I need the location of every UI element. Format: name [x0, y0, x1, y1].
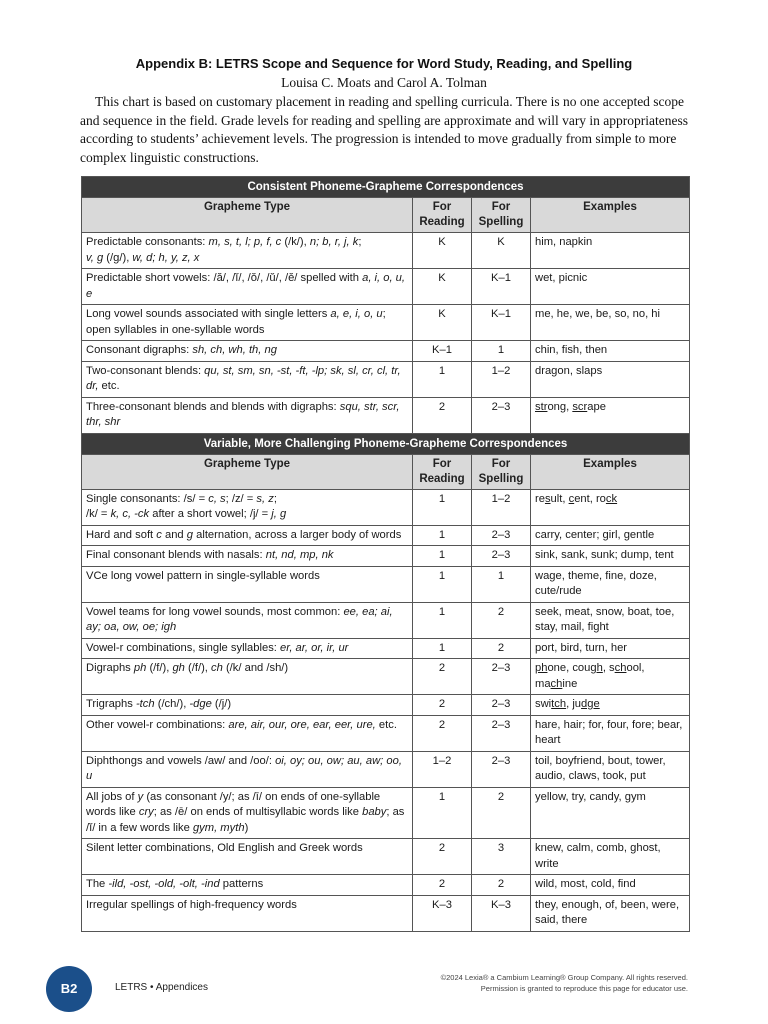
grapheme-type-cell: Single consonants: /s/ = c, s; /z/ = s, z; /k/ = k, c, -ck after a short vowel; /j/ = j, g — [82, 489, 413, 525]
table-row — [82, 751, 690, 787]
grapheme-type-cell: Irregular spellings of high-frequency words — [82, 895, 413, 931]
reading-grade-cell: K — [413, 269, 472, 305]
examples-cell: carry, center; girl, gentle — [531, 525, 690, 546]
section-title: Variable, More Challenging Phoneme-Grapheme Correspondences — [82, 433, 690, 454]
spelling-grade-cell: 2 — [472, 602, 531, 638]
table-row — [82, 659, 690, 695]
table-row — [82, 715, 690, 751]
spelling-grade-cell: 2–3 — [472, 397, 531, 433]
spelling-grade-cell: 2–3 — [472, 546, 531, 567]
table-row — [82, 489, 690, 525]
reading-grade-cell: 2 — [413, 695, 472, 716]
examples-cell: strong, scrape — [531, 397, 690, 433]
reading-grade-cell: K — [413, 233, 472, 269]
spelling-grade-cell: 1–2 — [472, 361, 531, 397]
reading-grade-cell: K–3 — [413, 895, 472, 931]
column-header-examples: Examples — [531, 454, 690, 489]
footer-label: LETRS • Appendices — [115, 982, 208, 993]
grapheme-type-cell: Other vowel-r combinations: are, air, our, ore, ear, eer, ure, etc. — [82, 715, 413, 751]
authors: Louisa C. Moats and Carol A. Tolman — [281, 75, 487, 90]
table-row — [82, 787, 690, 839]
table-row — [82, 566, 690, 602]
grapheme-type-cell: Silent letter combinations, Old English and Greek words — [82, 839, 413, 875]
spelling-grade-cell: 2–3 — [472, 525, 531, 546]
table-row — [82, 895, 690, 931]
examples-cell: hare, hair; for, four, fore; bear, heart — [531, 715, 690, 751]
table-row — [82, 602, 690, 638]
examples-cell: him, napkin — [531, 233, 690, 269]
spelling-grade-cell: 2–3 — [472, 659, 531, 695]
grapheme-type-cell: Vowel teams for long vowel sounds, most common: ee, ea; ai, ay; oa, ow, oe; igh — [82, 602, 413, 638]
grapheme-type-cell: Predictable consonants: m, s, t, l; p, f, c (/k/), n; b, r, j, k; v, g (/g/), w, d; h, y, z, x — [82, 233, 413, 269]
table-row — [82, 546, 690, 567]
spelling-grade-cell: K–3 — [472, 895, 531, 931]
reading-grade-cell: 1 — [413, 787, 472, 839]
spelling-grade-cell: 2 — [472, 638, 531, 659]
reading-grade-cell: 1 — [413, 566, 472, 602]
column-header-grapheme-type: Grapheme Type — [82, 198, 413, 233]
spelling-grade-cell: 3 — [472, 839, 531, 875]
footer-copyright — [380, 973, 688, 994]
table-row — [82, 269, 690, 305]
spelling-grade-cell: 2–3 — [472, 751, 531, 787]
grapheme-type-cell: Long vowel sounds associated with single letters a, e, i, o, u; open syllables in one-syllable words — [82, 305, 413, 341]
grapheme-type-cell: VCe long vowel pattern in single-syllable words — [82, 566, 413, 602]
grapheme-type-cell: Consonant digraphs: sh, ch, wh, th, ng — [82, 341, 413, 362]
table-row — [82, 839, 690, 875]
reading-grade-cell: 1 — [413, 602, 472, 638]
table-row — [82, 525, 690, 546]
column-header-for-reading: For Reading — [413, 454, 472, 489]
page-title: Appendix B: LETRS Scope and Sequence for Word Study, Reading, and Spelling — [135, 56, 633, 71]
column-header-for-spelling: For Spelling — [472, 198, 531, 233]
examples-cell: knew, calm, comb, ghost, write — [531, 839, 690, 875]
examples-cell: sink, sank, sunk; dump, tent — [531, 546, 690, 567]
column-header-for-spelling: For Spelling — [472, 454, 531, 489]
column-header-grapheme-type: Grapheme Type — [82, 454, 413, 489]
examples-cell: chin, fish, then — [531, 341, 690, 362]
grapheme-type-cell: Two-consonant blends: qu, st, sm, sn, -st, -ft, -lp; sk, sl, cr, cl, tr, dr, etc. — [82, 361, 413, 397]
spelling-grade-cell: 2–3 — [472, 715, 531, 751]
table-row — [82, 305, 690, 341]
section-header-row — [82, 433, 690, 454]
column-header-examples: Examples — [531, 198, 690, 233]
intro-paragraph: This chart is based on customary placement in reading and spelling curricula. There is no one accepted scope and sequence in the field. Grade levels for reading and spelling are approximate and will vary in appropriateness according to students’ achievement levels. The progression is intended to move gradually from simple to more complex linguistic constructions. — [80, 94, 689, 165]
grapheme-type-cell: Trigraphs -tch (/ch/), -dge (/j/) — [82, 695, 413, 716]
examples-cell: wild, most, cold, find — [531, 875, 690, 896]
reading-grade-cell: 1–2 — [413, 751, 472, 787]
examples-cell: result, cent, rock — [531, 489, 690, 525]
table-row — [82, 361, 690, 397]
scope-sequence-table — [81, 176, 690, 932]
reading-grade-cell: K–1 — [413, 341, 472, 362]
permission-line: Permission is granted to reproduce this page for educator use. — [480, 983, 688, 993]
reading-grade-cell: 1 — [413, 525, 472, 546]
reading-grade-cell: 2 — [413, 397, 472, 433]
spelling-grade-cell: 1 — [472, 341, 531, 362]
grapheme-type-cell: Three-consonant blends and blends with digraphs: squ, str, scr, thr, shr — [82, 397, 413, 433]
column-header-for-reading: For Reading — [413, 198, 472, 233]
spelling-grade-cell: 1–2 — [472, 489, 531, 525]
copyright-line: ©2024 Lexia® a Cambium Learning® Group Company. All rights reserved. — [440, 973, 688, 982]
examples-cell: seek, meat, snow, boat, toe, stay, mail, fight — [531, 602, 690, 638]
section-header-row — [82, 177, 690, 198]
spelling-grade-cell: 2 — [472, 787, 531, 839]
examples-cell: phone, cough, school, machine — [531, 659, 690, 695]
examples-cell: dragon, slaps — [531, 361, 690, 397]
examples-cell: yellow, try, candy, gym — [531, 787, 690, 839]
table-row — [82, 397, 690, 433]
grapheme-type-cell: All jobs of y (as consonant /y/; as /ī/ on ends of one-syllable words like cry; as /ē/ on ends of multisyllabic words like baby; as /ĭ/ in a few words like gym, myth) — [82, 787, 413, 839]
reading-grade-cell: 2 — [413, 839, 472, 875]
spelling-grade-cell: 2–3 — [472, 695, 531, 716]
page-number-badge: B2 — [46, 966, 92, 1012]
examples-cell: me, he, we, be, so, no, hi — [531, 305, 690, 341]
table-row — [82, 233, 690, 269]
table-row — [82, 341, 690, 362]
grapheme-type-cell: Vowel-r combinations, single syllables: er, ar, or, ir, ur — [82, 638, 413, 659]
reading-grade-cell: 2 — [413, 715, 472, 751]
reading-grade-cell: 2 — [413, 875, 472, 896]
grapheme-type-cell: Final consonant blends with nasals: nt, nd, mp, nk — [82, 546, 413, 567]
table-row — [82, 695, 690, 716]
grapheme-type-cell: Diphthongs and vowels /aw/ and /oo/: oi, oy; ou, ow; au, aw; oo, u — [82, 751, 413, 787]
grapheme-type-cell: The -ild, -ost, -old, -olt, -ind patterns — [82, 875, 413, 896]
column-header-row — [82, 198, 690, 233]
examples-cell: port, bird, turn, her — [531, 638, 690, 659]
reading-grade-cell: 1 — [413, 546, 472, 567]
examples-cell: switch, judge — [531, 695, 690, 716]
grapheme-type-cell: Hard and soft c and g alternation, across a larger body of words — [82, 525, 413, 546]
reading-grade-cell: K — [413, 305, 472, 341]
grapheme-type-cell: Predictable short vowels: /ă/, /ĭ/, /ŏ/, /ŭ/, /ĕ/ spelled with a, i, o, u, e — [82, 269, 413, 305]
section-title: Consistent Phoneme-Grapheme Correspondences — [82, 177, 690, 198]
examples-cell: they, enough, of, been, were, said, there — [531, 895, 690, 931]
reading-grade-cell: 1 — [413, 638, 472, 659]
column-header-row — [82, 454, 690, 489]
examples-cell: toil, boyfriend, bout, tower, audio, claws, took, put — [531, 751, 690, 787]
reading-grade-cell: 1 — [413, 489, 472, 525]
reading-grade-cell: 1 — [413, 361, 472, 397]
examples-cell: wage, theme, fine, doze, cute/rude — [531, 566, 690, 602]
spelling-grade-cell: K–1 — [472, 269, 531, 305]
reading-grade-cell: 2 — [413, 659, 472, 695]
spelling-grade-cell: K — [472, 233, 531, 269]
spelling-grade-cell: 2 — [472, 875, 531, 896]
table-row — [82, 638, 690, 659]
spelling-grade-cell: 1 — [472, 566, 531, 602]
spelling-grade-cell: K–1 — [472, 305, 531, 341]
table-row — [82, 875, 690, 896]
grapheme-type-cell: Digraphs ph (/f/), gh (/f/), ch (/k/ and /sh/) — [82, 659, 413, 695]
examples-cell: wet, picnic — [531, 269, 690, 305]
